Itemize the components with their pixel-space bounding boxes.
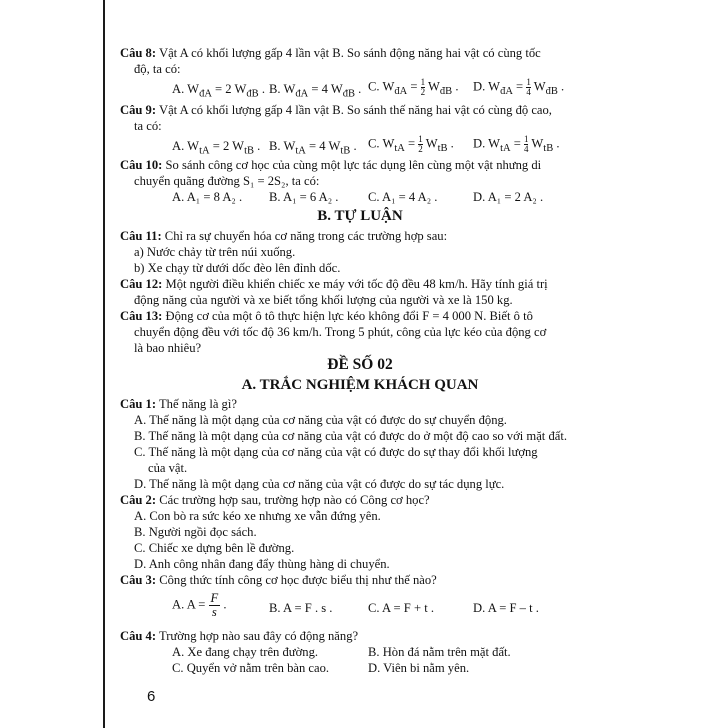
p4-option-a: A. Xe đang chạy trên đường. xyxy=(172,645,319,659)
p1-option-d: D. Thế năng là một dạng của cơ năng của vật có được do sự tác dụng lực. xyxy=(134,477,505,491)
q11-b: b) Xe chạy từ dưới dốc đèo lên đỉnh dốc. xyxy=(134,261,341,275)
exam-title: ĐỀ SỐ 02 xyxy=(327,356,393,373)
page-content xyxy=(120,0,720,728)
p3-option-a: A. A = $\frac{F}{s}$ . xyxy=(172,591,227,619)
p4-option-b: B. Hòn đá nằm trên mặt đất. xyxy=(368,645,511,659)
q13-line1: Câu 13: Động cơ của một ô tô thực hiện lực kéo không đổi F = 4 000 N. Biết ô tô xyxy=(120,309,533,323)
q13-line3: là bao nhiêu? xyxy=(134,341,202,355)
q9-line1: Câu 9: Vật A có khối lượng gấp 4 lần vật B. So sánh thế năng hai vật có cùng độ cao, xyxy=(120,103,552,117)
section-a-heading: A. TRẮC NGHIỆM KHÁCH QUAN xyxy=(241,377,479,393)
p3-line1: Câu 3: Công thức tính công cơ học được biểu thị như thế nào? xyxy=(120,573,437,587)
q9-option-d: D. $W_{tA}$ = $\frac{1}{4}$ $W_{tB}$ . xyxy=(473,134,560,154)
p2-option-d: D. Anh công nhân đang đẩy thùng hàng di chuyển. xyxy=(134,557,390,571)
p1-line1: Câu 1: Thế năng là gì? xyxy=(120,397,237,411)
q8-option-a: A. $W_{đA} = 2$ $W_{đB}$ . xyxy=(172,82,265,100)
p4-option-d: D. Viên bi nằm yên. xyxy=(368,661,470,675)
p1-option-b: B. Thế năng là một dạng của cơ năng của vật có được do ở một độ cao so với mặt đất. xyxy=(134,429,567,443)
q9-option-a: A. $W_{tA} = 2$ $W_{tB}$ . xyxy=(172,139,261,157)
q8-line2: độ, ta có: xyxy=(134,62,181,76)
p1-option-c-cont: của vật. xyxy=(148,461,188,475)
q8-option-c: C. $W_{đA}$ = $\frac{1}{2}$ $W_{đB}$ . xyxy=(368,77,459,97)
q12-line1: Câu 12: Một người điều khiển chiếc xe máy với tốc độ đều 48 km/h. Hãy tính giá trị xyxy=(120,277,548,291)
q11-a: a) Nước chảy từ trên núi xuống. xyxy=(134,245,296,259)
q8-line1: Câu 8: Vật A có khối lượng gấp 4 lần vật B. So sánh động năng hai vật có cùng tốc xyxy=(120,46,541,60)
p1-option-c: C. Thế năng là một dạng của cơ năng của vật có được do sự thay đổi khối lượng xyxy=(134,445,538,459)
q9-line2: ta có: xyxy=(134,119,162,133)
p3-option-b: B. A = F . s . xyxy=(269,601,333,615)
p3-option-c: C. A = F + t . xyxy=(368,601,434,615)
p2-option-c: C. Chiếc xe dựng bên lề đường. xyxy=(134,541,295,555)
q11-line1: Câu 11: Chỉ ra sự chuyển hóa cơ năng trong các trường hợp sau: xyxy=(120,229,448,243)
page-number: 6 xyxy=(147,688,156,705)
q10-option-a: A. A₁ = 8 A₂ . xyxy=(172,190,243,204)
p4-option-c: C. Quyển vở nằm trên bàn cao. xyxy=(172,661,330,675)
fraction: $\frac{1}{4}$ xyxy=(526,77,531,97)
fraction: $\frac{1}{2}$ xyxy=(420,77,426,97)
q10-option-d: D. A₁ = 2 A₂ . xyxy=(473,190,544,204)
q13-line2: chuyển động đều với tốc độ 36 km/h. Trong 5 phút, công của lực kéo của động cơ xyxy=(134,325,547,339)
p3-option-d: D. A = F – t . xyxy=(473,601,539,615)
q10-line1: Câu 10: So sánh công cơ học của cùng một lực tác dụng lên cùng một vật nhưng di xyxy=(120,158,542,172)
fraction: $\frac{1}{2}$ xyxy=(418,134,423,154)
q10-option-c: C. A₁ = 4 A₂ . xyxy=(368,190,438,204)
p4-line1: Câu 4: Trường hợp nào sau đây có động năng? xyxy=(120,629,359,643)
p1-option-a: A. Thế năng là một dạng của cơ năng của vật có được do sự chuyển động. xyxy=(134,413,507,427)
q9-option-b: B. $W_{tA} = 4$ $W_{tB}$ . xyxy=(269,139,357,157)
book-spine xyxy=(103,0,105,728)
q8-option-d: D. $W_{đA}$ = $\frac{1}{4}$ $W_{đB}$ . xyxy=(473,77,565,97)
p2-line1: Câu 2: Các trường hợp sau, trường hợp nào có Công cơ học? xyxy=(120,493,430,507)
fraction: $\frac{1}{4}$ xyxy=(523,134,529,154)
p2-option-a: A. Con bò ra sức kéo xe nhưng xe vẫn đứng yên. xyxy=(134,509,381,523)
q12-line2: động năng của người và xe biết tổng khối lượng của người và xe là 150 kg. xyxy=(134,293,513,307)
p2-option-b: B. Người ngồi đọc sách. xyxy=(134,525,257,539)
q8-option-b: B. $W_{đA} = 4$ $W_{đB}$ . xyxy=(269,82,362,100)
q10-option-b: B. A₁ = 6 A₂ . xyxy=(269,190,339,204)
q9-option-c: C. $W_{tA}$ = $\frac{1}{2}$ $W_{tB}$ . xyxy=(368,134,454,154)
section-b-heading: B. TỰ LUẬN xyxy=(317,208,403,224)
fraction: $\frac{F}{s}$ xyxy=(210,591,219,619)
q10-line2: chuyển quãng đường S₁ = 2S₂, ta có: xyxy=(134,174,320,188)
